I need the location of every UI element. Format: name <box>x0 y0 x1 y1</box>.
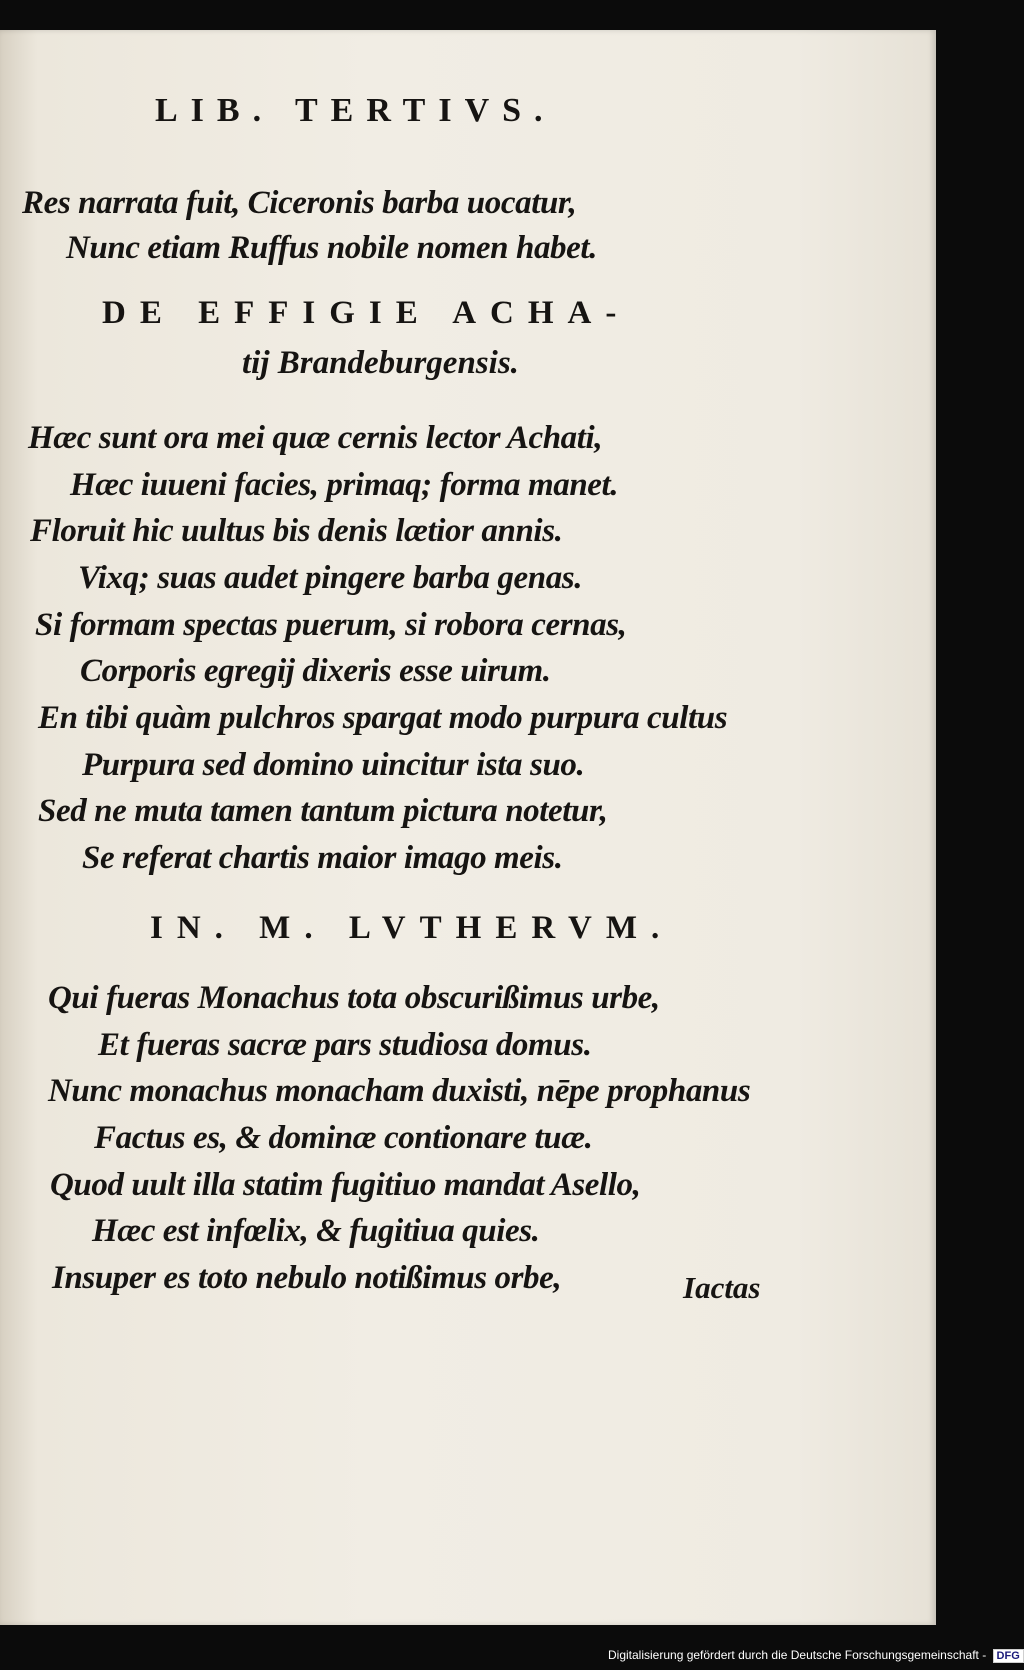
verse-line: Corporis egregij dixeris esse uirum. <box>80 653 551 689</box>
verse-line: Factus es, & dominæ contionare tuæ. <box>94 1120 593 1156</box>
verse-line: Hæc iuueni facies, primaq; forma manet. <box>70 467 619 503</box>
running-header: LIB. TERTIVS. <box>155 92 556 129</box>
section-subheading: tij Brandeburgensis. <box>242 345 519 381</box>
verse-line: Nunc monachus monacham duxisti, nēpe prophanus <box>48 1073 751 1109</box>
verse-line: Hæc sunt ora mei quæ cernis lector Achati, <box>28 420 603 456</box>
section-heading-luther: IN. M. LVTHERVM. <box>150 910 674 946</box>
verse-line: Nunc etiam Ruffus nobile nomen habet. <box>66 230 598 266</box>
catchword: Iactas <box>683 1270 761 1305</box>
verse-line: Floruit hic uultus bis denis lætior annis. <box>30 513 563 549</box>
book-page <box>0 30 936 1625</box>
page-text <box>0 30 936 1625</box>
verse-line: Quod uult illa statim fugitiuo mandat Asello, <box>50 1167 641 1203</box>
dfg-logo: DFG <box>993 1649 1024 1663</box>
verse-line: Insuper es toto nebulo notißimus orbe, <box>52 1260 562 1296</box>
verse-line: Hæc est infœlix, & fugitiua quies. <box>92 1213 540 1249</box>
verse-line: Sed ne muta tamen tantum pictura notetur, <box>38 793 608 829</box>
verse-line: Purpura sed domino uincitur ista suo. <box>82 747 585 783</box>
verse-line: Se referat chartis maior imago meis. <box>82 840 563 876</box>
verse-line: Et fueras sacræ pars studiosa domus. <box>98 1027 592 1063</box>
digitization-credit <box>608 1648 1024 1663</box>
verse-line: Qui fueras Monachus tota obscurißimus urbe, <box>48 980 660 1016</box>
credit-text: Digitalisierung gefördert durch die Deutsche Forschungsgemeinschaft - <box>608 1648 987 1662</box>
verse-line: Res narrata fuit, Ciceronis barba uocatur, <box>22 185 577 221</box>
verse-line: Vixq; suas audet pingere barba genas. <box>78 560 583 596</box>
verse-line: En tibi quàm pulchros spargat modo purpura cultus <box>38 700 728 736</box>
verse-line: Si formam spectas puerum, si robora cernas, <box>35 607 627 643</box>
section-heading-achatius: DE EFFIGIE ACHA- <box>102 295 631 331</box>
